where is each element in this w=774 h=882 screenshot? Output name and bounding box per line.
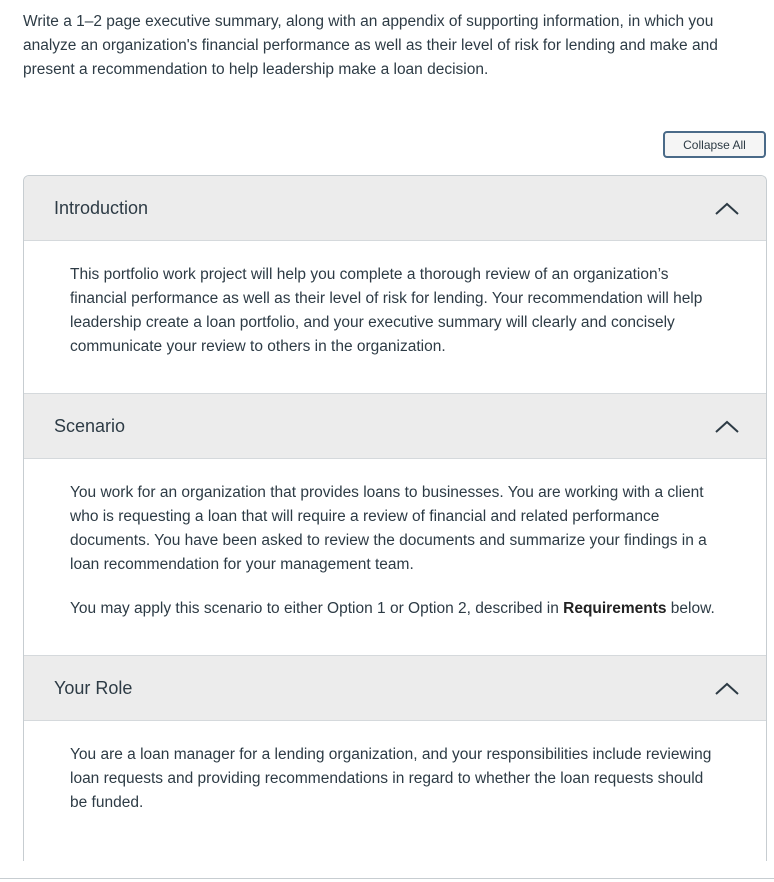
chevron-up-icon[interactable] [714,200,740,216]
assignment-intro-text: Write a 1–2 page executive summary, along with an appendix of supporting information, in which you analyze an organization's financial performance as well as their level of risk for lending and make and present a recommendation to help leadership make a loan decision. [23,13,718,78]
scenario-paragraph-2-tail: below. [666,600,715,617]
accordion-header-introduction[interactable] [24,176,766,241]
accordion-body-your-role [24,721,766,861]
scenario-paragraph-2-text: You may apply this scenario to either Option 1 or Option 2, described in [70,600,564,617]
accordion-body-scenario [24,459,766,656]
page-divider [0,878,774,879]
scenario-paragraph-1: You work for an organization that provides loans to businesses. You are working with a client who is requesting a loan that will require a review of financial and related performance documents. You have been asked to review the documents and summarize your findings in a loan recommendation for your management team. [70,484,707,573]
scenario-paragraph-2 [70,597,720,621]
introduction-paragraph: This portfolio work project will help you complete a thorough review of an organization’s financial performance as well as their level of risk for lending. Your recommendation will help leadership create a loan portfolio, and your executive summary will clearly and concisely communicate your review to others in the organization. [70,266,703,355]
accordion-body-introduction [24,241,766,394]
accordion-header-your-role[interactable] [24,656,766,721]
section-title-scenario: Scenario [54,415,126,436]
requirements-emphasis: Requirements [563,600,667,617]
chevron-up-icon[interactable] [714,418,740,434]
collapse-all-button[interactable]: Collapse All [663,131,766,158]
section-title-introduction: Introduction [54,197,149,218]
chevron-up-icon[interactable] [714,680,740,696]
accordion-header-scenario[interactable] [24,394,766,459]
your-role-paragraph: You are a loan manager for a lending organization, and your responsibilities include reviewing loan requests and providing recommendations in regard to whether the loan requests should be funded. [70,746,712,811]
accordion [23,175,767,861]
section-title-your-role: Your Role [54,677,133,698]
